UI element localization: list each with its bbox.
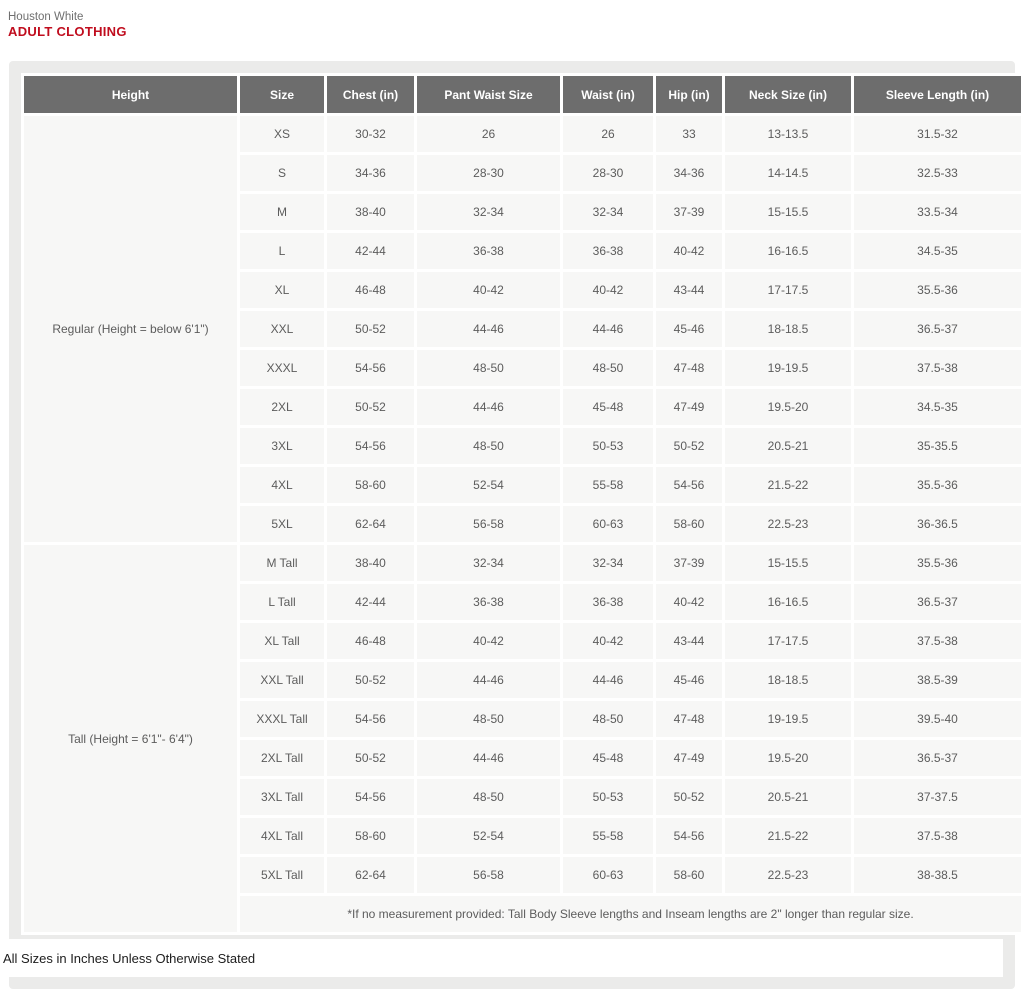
table-cell: 19.5-20 bbox=[725, 740, 851, 776]
table-cell: 22.5-23 bbox=[725, 506, 851, 542]
table-cell: 50-52 bbox=[327, 311, 414, 347]
table-cell: 18-18.5 bbox=[725, 311, 851, 347]
table-cell: 43-44 bbox=[656, 623, 722, 659]
units-note-band bbox=[0, 939, 1003, 977]
table-cell: 22.5-23 bbox=[725, 857, 851, 893]
column-header: Waist (in) bbox=[563, 76, 653, 113]
table-cell: 38-40 bbox=[327, 194, 414, 230]
table-cell: 44-46 bbox=[417, 311, 560, 347]
column-header: Size bbox=[240, 76, 324, 113]
size-cell: M Tall bbox=[240, 545, 324, 581]
column-header: Hip (in) bbox=[656, 76, 722, 113]
table-cell: 35.5-36 bbox=[854, 545, 1021, 581]
table-cell: 35.5-36 bbox=[854, 272, 1021, 308]
height-group-cell: Regular (Height = below 6'1") bbox=[24, 116, 237, 542]
table-cell: 62-64 bbox=[327, 506, 414, 542]
size-cell: M bbox=[240, 194, 324, 230]
table-cell: 48-50 bbox=[417, 701, 560, 737]
table-cell: 19-19.5 bbox=[725, 701, 851, 737]
table-cell: 46-48 bbox=[327, 272, 414, 308]
size-cell: 5XL Tall bbox=[240, 857, 324, 893]
table-cell: 50-52 bbox=[327, 662, 414, 698]
table-cell: 40-42 bbox=[563, 623, 653, 659]
table-row bbox=[24, 545, 1021, 581]
table-cell: 54-56 bbox=[656, 818, 722, 854]
table-cell: 32.5-33 bbox=[854, 155, 1021, 191]
table-cell: 36-38 bbox=[417, 233, 560, 269]
table-cell: 26 bbox=[417, 116, 560, 152]
table-cell: 40-42 bbox=[417, 623, 560, 659]
table-cell: 56-58 bbox=[417, 857, 560, 893]
column-header: Sleeve Length (in) bbox=[854, 76, 1021, 113]
table-cell: 62-64 bbox=[327, 857, 414, 893]
table-cell: 13-13.5 bbox=[725, 116, 851, 152]
table-cell: 45-46 bbox=[656, 662, 722, 698]
table-cell: 55-58 bbox=[563, 818, 653, 854]
table-cell: 45-48 bbox=[563, 389, 653, 425]
table-cell: 43-44 bbox=[656, 272, 722, 308]
size-cell: XS bbox=[240, 116, 324, 152]
table-cell: 47-48 bbox=[656, 701, 722, 737]
table-cell: 20.5-21 bbox=[725, 779, 851, 815]
table-cell: 47-49 bbox=[656, 389, 722, 425]
table-cell: 33 bbox=[656, 116, 722, 152]
table-cell: 52-54 bbox=[417, 467, 560, 503]
table-cell: 19-19.5 bbox=[725, 350, 851, 386]
table-cell: 38-38.5 bbox=[854, 857, 1021, 893]
table-cell: 48-50 bbox=[417, 350, 560, 386]
table-cell: 32-34 bbox=[417, 194, 560, 230]
size-chart-panel bbox=[3, 61, 1015, 989]
table-cell: 44-46 bbox=[417, 740, 560, 776]
table-cell: 14-14.5 bbox=[725, 155, 851, 191]
column-header: Pant Waist Size bbox=[417, 76, 560, 113]
table-cell: 40-42 bbox=[417, 272, 560, 308]
table-cell: 20.5-21 bbox=[725, 428, 851, 464]
size-cell: 3XL Tall bbox=[240, 779, 324, 815]
table-cell: 28-30 bbox=[563, 155, 653, 191]
table-cell: 42-44 bbox=[327, 584, 414, 620]
table-cell: 50-53 bbox=[563, 428, 653, 464]
table-cell: 33.5-34 bbox=[854, 194, 1021, 230]
table-cell: 50-52 bbox=[656, 428, 722, 464]
table-cell: 50-52 bbox=[327, 389, 414, 425]
table-cell: 58-60 bbox=[327, 818, 414, 854]
page-title: ADULT CLOTHING bbox=[8, 24, 127, 39]
size-cell: 4XL Tall bbox=[240, 818, 324, 854]
table-cell: 56-58 bbox=[417, 506, 560, 542]
table-cell: 40-42 bbox=[563, 272, 653, 308]
table-cell: 42-44 bbox=[327, 233, 414, 269]
table-cell: 37-39 bbox=[656, 194, 722, 230]
size-cell: L Tall bbox=[240, 584, 324, 620]
table-cell: 54-56 bbox=[327, 701, 414, 737]
table-cell: 54-56 bbox=[327, 428, 414, 464]
table-cell: 58-60 bbox=[656, 506, 722, 542]
table-cell: 21.5-22 bbox=[725, 467, 851, 503]
table-cell: 54-56 bbox=[327, 779, 414, 815]
table-cell: 44-46 bbox=[563, 311, 653, 347]
table-cell: 54-56 bbox=[656, 467, 722, 503]
table-cell: 38.5-39 bbox=[854, 662, 1021, 698]
table-cell: 48-50 bbox=[417, 428, 560, 464]
table-cell: 40-42 bbox=[656, 584, 722, 620]
table-cell: 21.5-22 bbox=[725, 818, 851, 854]
table-cell: 45-48 bbox=[563, 740, 653, 776]
size-cell: XL bbox=[240, 272, 324, 308]
table-cell: 50-52 bbox=[656, 779, 722, 815]
table-cell: 47-49 bbox=[656, 740, 722, 776]
table-cell: 60-63 bbox=[563, 857, 653, 893]
table-cell: 36.5-37 bbox=[854, 584, 1021, 620]
table-cell: 32-34 bbox=[563, 194, 653, 230]
table-cell: 36-36.5 bbox=[854, 506, 1021, 542]
table-cell: 35.5-36 bbox=[854, 467, 1021, 503]
table-cell: 36-38 bbox=[563, 233, 653, 269]
table-cell: 36-38 bbox=[417, 584, 560, 620]
size-cell: S bbox=[240, 155, 324, 191]
table-cell: 17-17.5 bbox=[725, 623, 851, 659]
table-cell: 34-36 bbox=[327, 155, 414, 191]
table-cell: 58-60 bbox=[656, 857, 722, 893]
table-cell: 32-34 bbox=[417, 545, 560, 581]
column-header: Height bbox=[24, 76, 237, 113]
table-cell: 45-46 bbox=[656, 311, 722, 347]
table-header-row bbox=[24, 76, 1021, 113]
table-cell: 34-36 bbox=[656, 155, 722, 191]
brand-name: Houston White bbox=[8, 11, 84, 23]
table-cell: 48-50 bbox=[563, 350, 653, 386]
size-cell: L bbox=[240, 233, 324, 269]
size-cell: 2XL Tall bbox=[240, 740, 324, 776]
table-cell: 34.5-35 bbox=[854, 233, 1021, 269]
size-cell: 2XL bbox=[240, 389, 324, 425]
column-header: Neck Size (in) bbox=[725, 76, 851, 113]
table-cell: 58-60 bbox=[327, 467, 414, 503]
size-cell: XXXL bbox=[240, 350, 324, 386]
table-cell: 36.5-37 bbox=[854, 740, 1021, 776]
table-cell: 52-54 bbox=[417, 818, 560, 854]
table-cell: 37.5-38 bbox=[854, 818, 1021, 854]
table-cell: 34.5-35 bbox=[854, 389, 1021, 425]
table-cell: 32-34 bbox=[563, 545, 653, 581]
table-cell: 39.5-40 bbox=[854, 701, 1021, 737]
table-cell: 55-58 bbox=[563, 467, 653, 503]
size-chart-table bbox=[21, 73, 1024, 935]
table-cell: 37.5-38 bbox=[854, 350, 1021, 386]
table-cell: 26 bbox=[563, 116, 653, 152]
table-cell: 16-16.5 bbox=[725, 584, 851, 620]
table-cell: 44-46 bbox=[417, 662, 560, 698]
table-cell: 15-15.5 bbox=[725, 194, 851, 230]
table-cell: 36.5-37 bbox=[854, 311, 1021, 347]
table-cell: 47-48 bbox=[656, 350, 722, 386]
column-header: Chest (in) bbox=[327, 76, 414, 113]
size-cell: XXL Tall bbox=[240, 662, 324, 698]
table-cell: 16-16.5 bbox=[725, 233, 851, 269]
footnote-cell: *If no measurement provided: Tall Body Sleeve lengths and Inseam lengths are 2" longer than regular size. bbox=[240, 896, 1021, 932]
table-cell: 40-42 bbox=[656, 233, 722, 269]
table-cell: 35-35.5 bbox=[854, 428, 1021, 464]
table-cell: 36-38 bbox=[563, 584, 653, 620]
table-cell: 37-39 bbox=[656, 545, 722, 581]
table-row bbox=[24, 116, 1021, 152]
table-cell: 44-46 bbox=[417, 389, 560, 425]
table-cell: 31.5-32 bbox=[854, 116, 1021, 152]
table-cell: 50-53 bbox=[563, 779, 653, 815]
table-cell: 37-37.5 bbox=[854, 779, 1021, 815]
table-cell: 50-52 bbox=[327, 740, 414, 776]
table-cell: 46-48 bbox=[327, 623, 414, 659]
size-cell: XXXL Tall bbox=[240, 701, 324, 737]
table-cell: 60-63 bbox=[563, 506, 653, 542]
height-group-cell: Tall (Height = 6'1"- 6'4") bbox=[24, 545, 237, 932]
size-cell: 3XL bbox=[240, 428, 324, 464]
table-cell: 17-17.5 bbox=[725, 272, 851, 308]
size-cell: 5XL bbox=[240, 506, 324, 542]
table-cell: 30-32 bbox=[327, 116, 414, 152]
table-cell: 54-56 bbox=[327, 350, 414, 386]
table-cell: 38-40 bbox=[327, 545, 414, 581]
table-cell: 48-50 bbox=[417, 779, 560, 815]
table-cell: 15-15.5 bbox=[725, 545, 851, 581]
table-cell: 18-18.5 bbox=[725, 662, 851, 698]
table-cell: 44-46 bbox=[563, 662, 653, 698]
size-cell: 4XL bbox=[240, 467, 324, 503]
units-note: All Sizes in Inches Unless Otherwise Stated bbox=[3, 950, 256, 966]
size-cell: XL Tall bbox=[240, 623, 324, 659]
size-cell: XXL bbox=[240, 311, 324, 347]
table-cell: 37.5-38 bbox=[854, 623, 1021, 659]
table-cell: 19.5-20 bbox=[725, 389, 851, 425]
table-cell: 28-30 bbox=[417, 155, 560, 191]
page-header bbox=[0, 0, 1024, 39]
table-cell: 48-50 bbox=[563, 701, 653, 737]
